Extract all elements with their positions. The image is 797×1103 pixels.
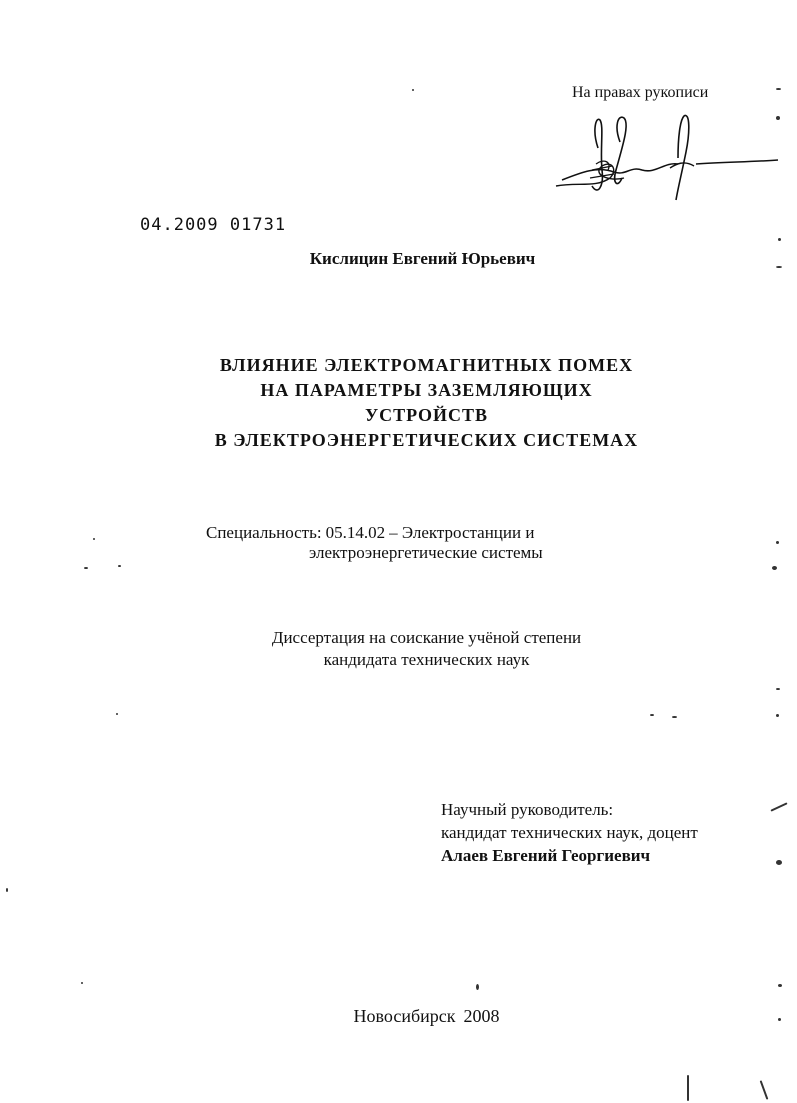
scan-speck — [776, 88, 781, 90]
advisor-label: Научный руководитель: — [441, 800, 614, 819]
scan-speck — [81, 982, 83, 984]
scan-speck — [118, 565, 121, 567]
footer-city: Новосибирск — [353, 1006, 456, 1026]
scan-speck — [412, 89, 414, 91]
archive-stamp: 04.2009 01731 — [140, 215, 287, 235]
scan-speck — [778, 984, 782, 987]
scan-speck — [776, 714, 779, 717]
scan-speck — [776, 266, 782, 268]
scan-speck — [776, 688, 780, 690]
scan-speck — [778, 238, 781, 241]
title-line-4: В ЭЛЕКТРОЭНЕРГЕТИЧЕСКИХ СИСТЕМАХ — [214, 430, 639, 450]
footer-place-year — [0, 1006, 797, 1027]
title-line-1: ВЛИЯНИЕ ЭЛЕКТРОМАГНИТНЫХ ПОМЕХ — [219, 355, 634, 375]
scan-speck — [84, 567, 88, 569]
advisor-block — [441, 798, 698, 867]
specialty-name-part-2: электроэнергетические системы — [309, 543, 543, 562]
scan-speck — [776, 860, 782, 865]
scan-speck — [776, 116, 780, 120]
title-line-2: НА ПАРАМЕТРЫ ЗАЗЕМЛЯЮЩИХ — [260, 380, 593, 400]
advisor-degree: кандидат технических наук, доцент — [441, 823, 698, 842]
scan-speck — [770, 802, 787, 811]
footer-year: 2008 — [463, 1006, 500, 1026]
scan-speck — [476, 984, 479, 990]
specialty-label: Специальность: — [206, 523, 322, 542]
scan-speck — [672, 716, 677, 718]
scan-speck — [776, 541, 779, 544]
scan-speck — [116, 713, 118, 715]
scan-speck — [6, 888, 8, 892]
specialty-line-1 — [206, 523, 534, 543]
degree-line-2: кандидата технических наук — [323, 650, 530, 669]
degree-statement — [0, 627, 797, 671]
scan-speck — [772, 566, 777, 570]
dissertation-title — [0, 353, 797, 453]
scan-speck — [760, 1080, 769, 1099]
author-name: Кислицин Евгений Юрьевич — [309, 249, 536, 268]
author-signature — [552, 108, 782, 204]
specialty-name-part-1: – Электростанции и — [389, 523, 535, 542]
scan-speck — [93, 538, 95, 540]
specialty-code: 05.14.02 — [325, 523, 386, 542]
scan-speck — [687, 1075, 689, 1101]
degree-line-1: Диссертация на соискание учёной степени — [271, 628, 582, 647]
scan-speck — [778, 1018, 781, 1021]
rights-note: На правах рукописи — [572, 84, 709, 101]
title-line-3: УСТРОЙСТВ — [364, 405, 489, 425]
advisor-name: Алаев Евгений Георгиевич — [441, 846, 651, 865]
scan-speck — [650, 714, 654, 716]
